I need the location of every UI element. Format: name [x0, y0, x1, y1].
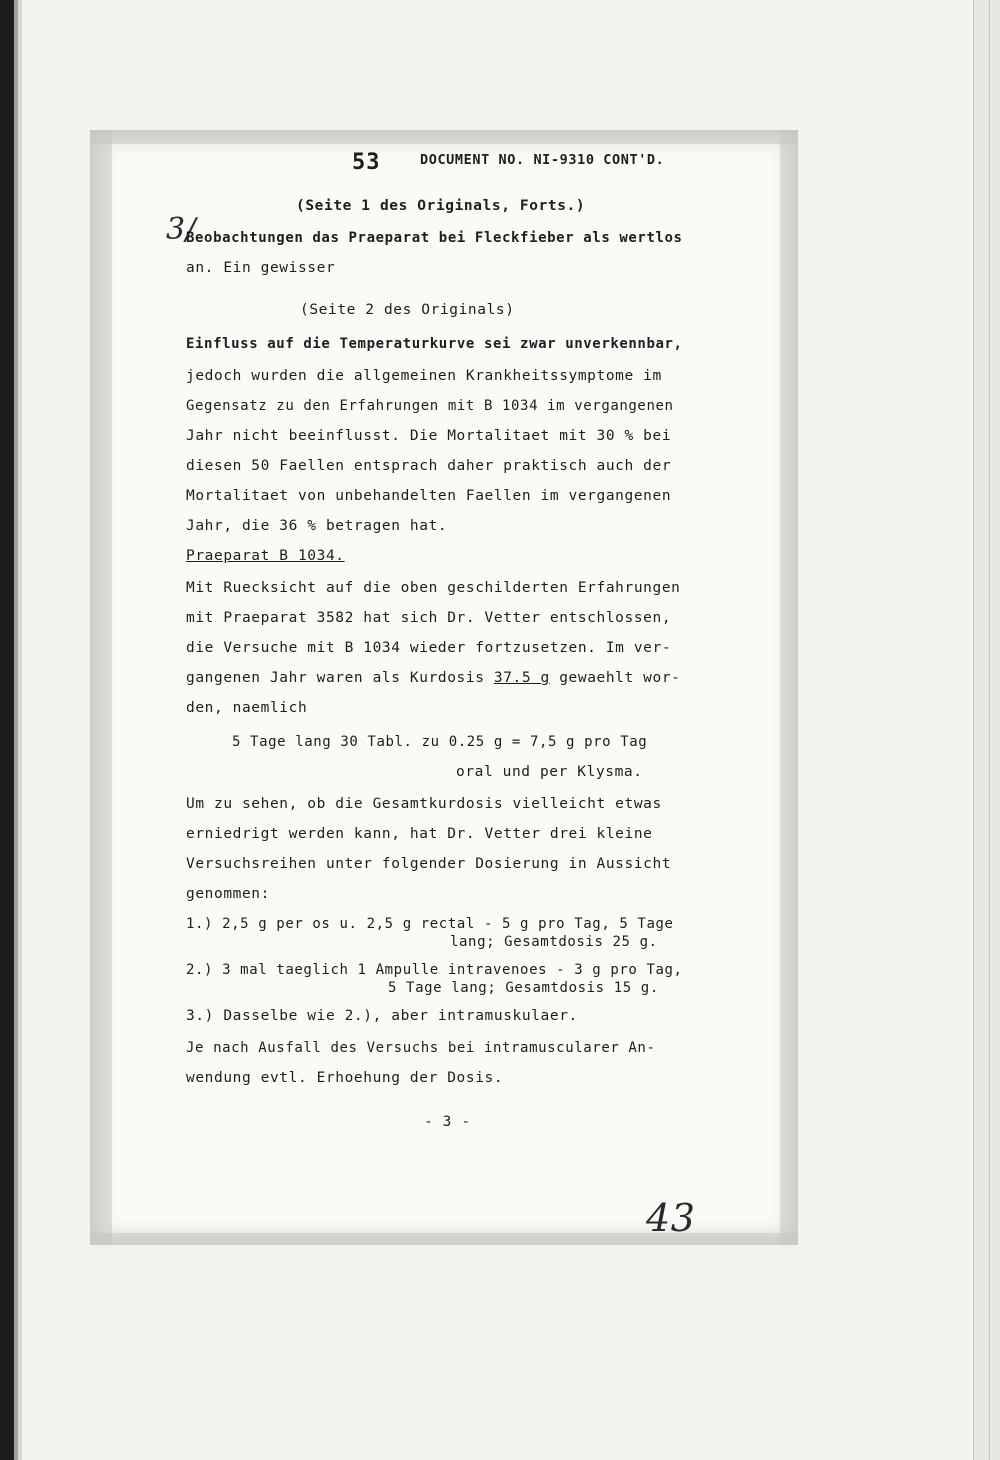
text-segment: gangenen Jahr waren als Kurdosis	[186, 670, 494, 686]
list-item-continuation: lang; Gesamtdosis 25 g.	[450, 934, 658, 950]
list-item-continuation: 5 Tage lang; Gesamtdosis 15 g.	[388, 980, 659, 996]
margin-mark: 3/	[166, 212, 197, 247]
copy-shadow-right	[780, 130, 798, 1245]
footer-page-number: - 3 -	[424, 1114, 471, 1130]
copy-shadow-top	[90, 130, 798, 144]
text-line: Je nach Ausfall des Versuchs bei intramuscularer An-	[186, 1040, 656, 1056]
text-line: Mit Ruecksicht auf die oben geschilderten Erfahrungen	[186, 580, 681, 596]
page-stack-edge	[973, 0, 1000, 1460]
text-line: genommen:	[186, 886, 270, 902]
dosage-line: oral und per Klysma.	[456, 764, 643, 780]
text-line: an. Ein gewisser	[186, 260, 336, 276]
text-line: Einfluss auf die Temperaturkurve sei zwar unverkennbar,	[186, 336, 683, 352]
text-line: wendung evtl. Erhoehung der Dosis.	[186, 1070, 504, 1086]
text-line: diesen 50 Faellen entsprach daher praktisch auch der	[186, 458, 672, 474]
text-line: Mortalitaet von unbehandelten Faellen im vergangenen	[186, 488, 672, 504]
handwritten-page-number: 43	[646, 1196, 696, 1240]
text-line: Jahr nicht beeinflusst. Die Mortalitaet mit 30 % bei	[186, 428, 672, 444]
page-number: 53	[352, 150, 381, 175]
copy-shadow-left	[90, 130, 112, 1245]
text-line: Gegensatz zu den Erfahrungen mit B 1034 im vergangenen	[186, 398, 674, 414]
list-item: 2.) 3 mal taeglich 1 Ampulle intravenoes - 3 g pro Tag,	[186, 962, 683, 978]
text-line: jedoch wurden die allgemeinen Krankheitssymptome im	[186, 368, 662, 384]
text-line: Jahr, die 36 % betragen hat.	[186, 518, 448, 534]
text-line: (Seite 1 des Originals, Forts.)	[296, 198, 586, 214]
text-line: Um zu sehen, ob die Gesamtkurdosis vielleicht etwas	[186, 796, 662, 812]
text-line: Beobachtungen das Praeparat bei Fleckfieber als wertlos	[186, 230, 683, 246]
dosage-line: 5 Tage lang 30 Tabl. zu 0.25 g = 7,5 g pro Tag	[232, 734, 648, 750]
binding-edge-inner	[18, 0, 22, 1460]
document-header: DOCUMENT NO. NI-9310 CONT'D.	[420, 152, 665, 168]
text-line: den, naemlich	[186, 700, 308, 716]
list-item: 3.) Dasselbe wie 2.), aber intramuskulaer.	[186, 1008, 578, 1024]
page-stack-line	[989, 0, 990, 1460]
text-line	[186, 670, 681, 686]
dose-value: 37.5 g	[493, 670, 550, 686]
text-line: die Versuche mit B 1034 wieder fortzusetzen. Im ver-	[186, 640, 672, 656]
text-line: mit Praeparat 3582 hat sich Dr. Vetter entschlossen,	[186, 610, 672, 626]
text-segment: gewaehlt wor-	[549, 670, 681, 686]
list-item: 1.) 2,5 g per os u. 2,5 g rectal - 5 g pro Tag, 5 Tage	[186, 916, 674, 932]
text-line: erniedrigt werden kann, hat Dr. Vetter drei kleine	[186, 826, 653, 842]
text-line: (Seite 2 des Originals)	[300, 302, 515, 318]
section-heading: Praeparat B 1034.	[186, 548, 345, 564]
text-line: Versuchsreihen unter folgender Dosierung in Aussicht	[186, 856, 672, 872]
